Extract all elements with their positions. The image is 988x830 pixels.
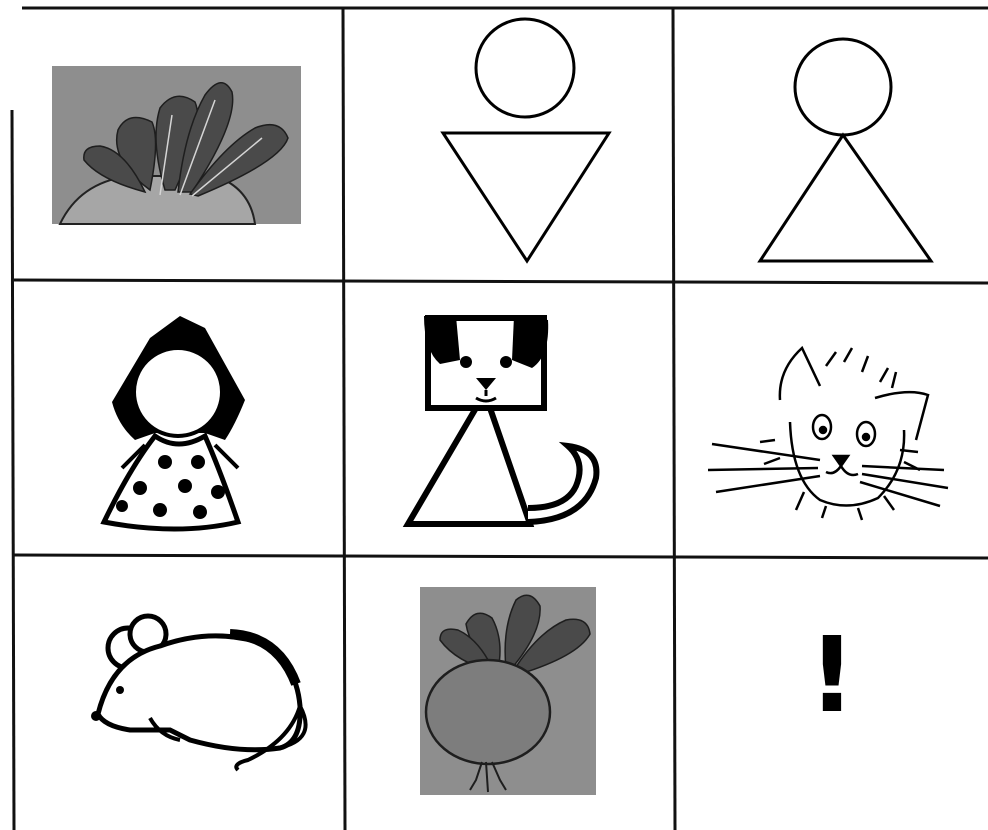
turnip-top-photo-icon xyxy=(52,66,301,224)
cat-icon xyxy=(708,348,948,520)
dog-icon xyxy=(408,316,596,524)
girl-headscarf-icon xyxy=(104,316,245,529)
circle-triangle-figure-icon xyxy=(760,39,931,261)
turnip-photo-icon xyxy=(420,587,596,795)
exclamation-mark: ! xyxy=(808,614,856,736)
mouse-icon xyxy=(91,616,306,770)
circle-inverted-triangle-figure-icon xyxy=(443,19,609,261)
